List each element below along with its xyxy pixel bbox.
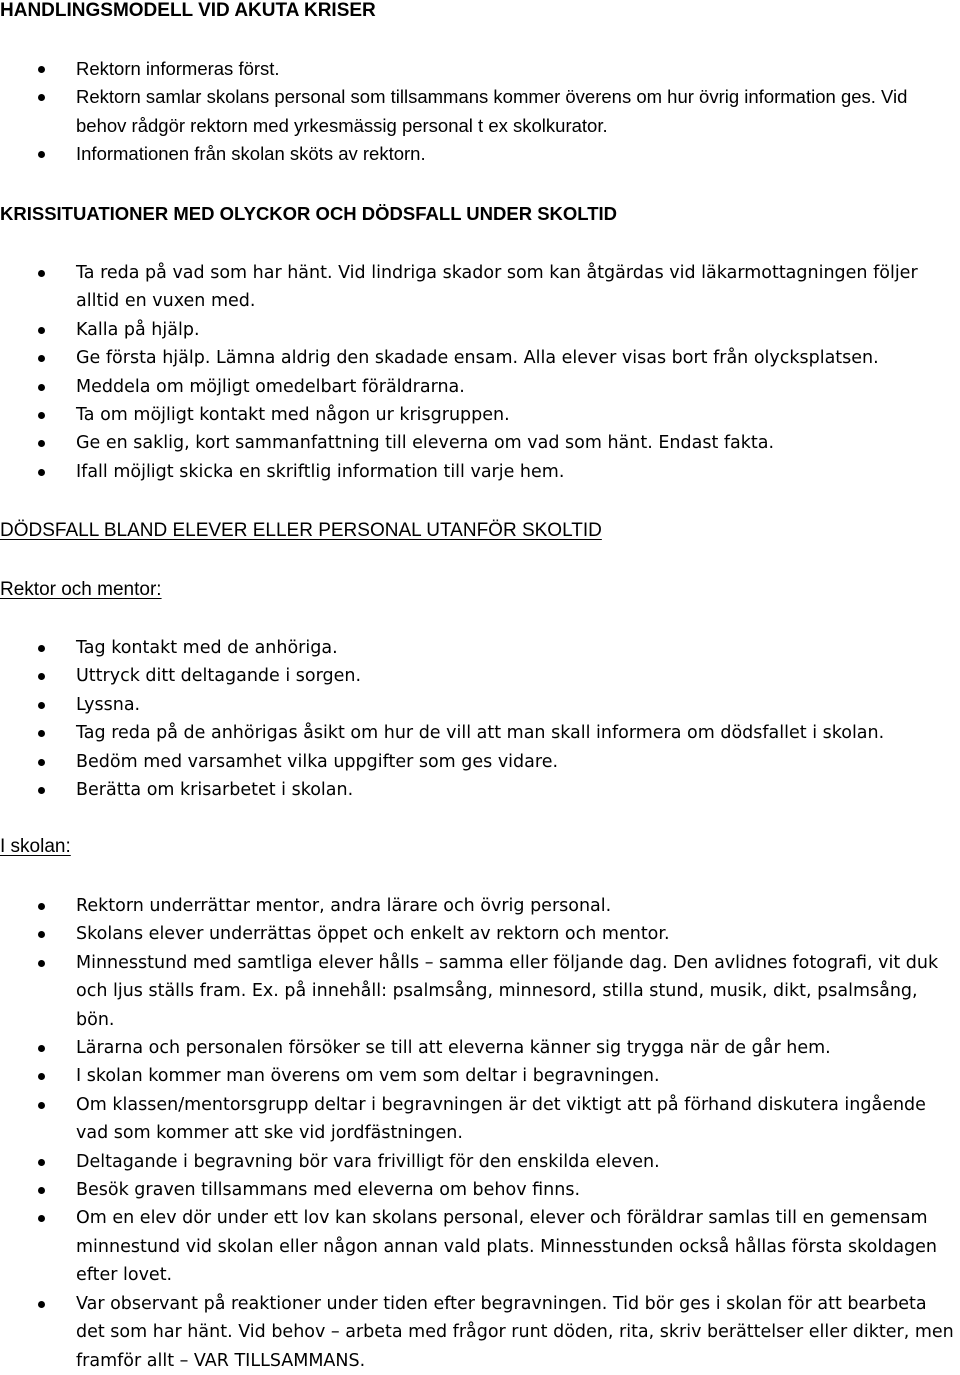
list-item: Tag reda på de anhörigas åsikt om hur de vill att man skall informera om dödsfallet i skolan.: [0, 719, 960, 747]
list-item: Deltagande i begravning bör vara frivilligt för den enskilda eleven.: [0, 1148, 960, 1176]
list-item: Ge första hjälp. Lämna aldrig den skadade ensam. Alla elever visas bort från olycksplatsen.: [0, 344, 960, 372]
list-item: Ge en saklig, kort sammanfattning till eleverna om vad som hänt. Endast fakta.: [0, 429, 960, 457]
list-item: Var observant på reaktioner under tiden efter begravningen. Tid bör ges i skolan för att bearbeta det som har hänt. Vid behov – arbeta med frågor runt döden, rita, skriv berättelser eller dikter, men framför allt – VAR TILLSAMMANS.: [0, 1290, 960, 1375]
list-item: Bedöm med varsamhet vilka uppgifter som ges vidare.: [0, 748, 960, 776]
list-item: Minnesstund med samtliga elever hålls – samma eller följande dag. Den avlidnes fotografi, vit duk och ljus ställs fram. Ex. på innehåll: psalmsång, minnesord, stilla stund, musik, dikt, psalmsång, bön.: [0, 949, 960, 1034]
list-item: Ta reda på vad som har hänt. Vid lindriga skador som kan åtgärdas vid läkarmottagningen följer alltid en vuxen med.: [0, 259, 960, 316]
list-item: I skolan kommer man överens om vem som deltar i begravningen.: [0, 1062, 960, 1090]
list-principal-mentor: [0, 634, 960, 804]
heading-acute-crises: HANDLINGSMODELL VID AKUTA KRISER: [0, 0, 376, 21]
list-in-school: [0, 892, 960, 1375]
list-item: Rektorn samlar skolans personal som tillsammans kommer överens om hur övrig information ges. Vid behov rådgör rektorn med yrkesmässig personal t ex skolkurator.: [0, 83, 960, 140]
list-item: Lärarna och personalen försöker se till att eleverna känner sig trygga när de går hem.: [0, 1034, 960, 1062]
list-item: Kalla på hjälp.: [0, 316, 960, 344]
list-item: Besök graven tillsammans med eleverna om behov finns.: [0, 1176, 960, 1204]
list-item: Berätta om krisarbetet i skolan.: [0, 776, 960, 804]
list-item: Ifall möjligt skicka en skriftlig information till varje hem.: [0, 458, 960, 486]
list-item: Ta om möjligt kontakt med någon ur krisgruppen.: [0, 401, 960, 429]
heading-deaths-outside: DÖDSFALL BLAND ELEVER ELLER PERSONAL UTANFÖR SKOLTID: [0, 520, 602, 541]
list-item: Tag kontakt med de anhöriga.: [0, 634, 960, 662]
list-item: Uttryck ditt deltagande i sorgen.: [0, 662, 960, 690]
subheading-in-school: I skolan:: [0, 836, 71, 857]
list-item: Om klassen/mentorsgrupp deltar i begravningen är det viktigt att på förhand diskutera ingående vad som kommer att ske vid jordfästningen.: [0, 1091, 960, 1148]
list-item: Meddela om möjligt omedelbart föräldrarna.: [0, 373, 960, 401]
list-item: Lyssna.: [0, 691, 960, 719]
subheading-principal-mentor: Rektor och mentor:: [0, 579, 162, 600]
list-item: Rektorn informeras först.: [0, 55, 960, 83]
list-accidents: [0, 259, 960, 486]
list-item: Om en elev dör under ett lov kan skolans personal, elever och föräldrar samlas till en gemensam minnestund vid skolan eller någon annan vald plats. Minnesstunden också hållas första skoldagen efter lovet.: [0, 1204, 960, 1289]
list-item: Informationen från skolan sköts av rektorn.: [0, 140, 960, 168]
list-acute-crises: [0, 55, 960, 169]
list-item: Skolans elever underrättas öppet och enkelt av rektorn och mentor.: [0, 920, 960, 948]
list-item: Rektorn underrättar mentor, andra lärare och övrig personal.: [0, 892, 960, 920]
heading-accidents-schooltime: KRISSITUATIONER MED OLYCKOR OCH DÖDSFALL UNDER SKOLTID: [0, 203, 618, 224]
